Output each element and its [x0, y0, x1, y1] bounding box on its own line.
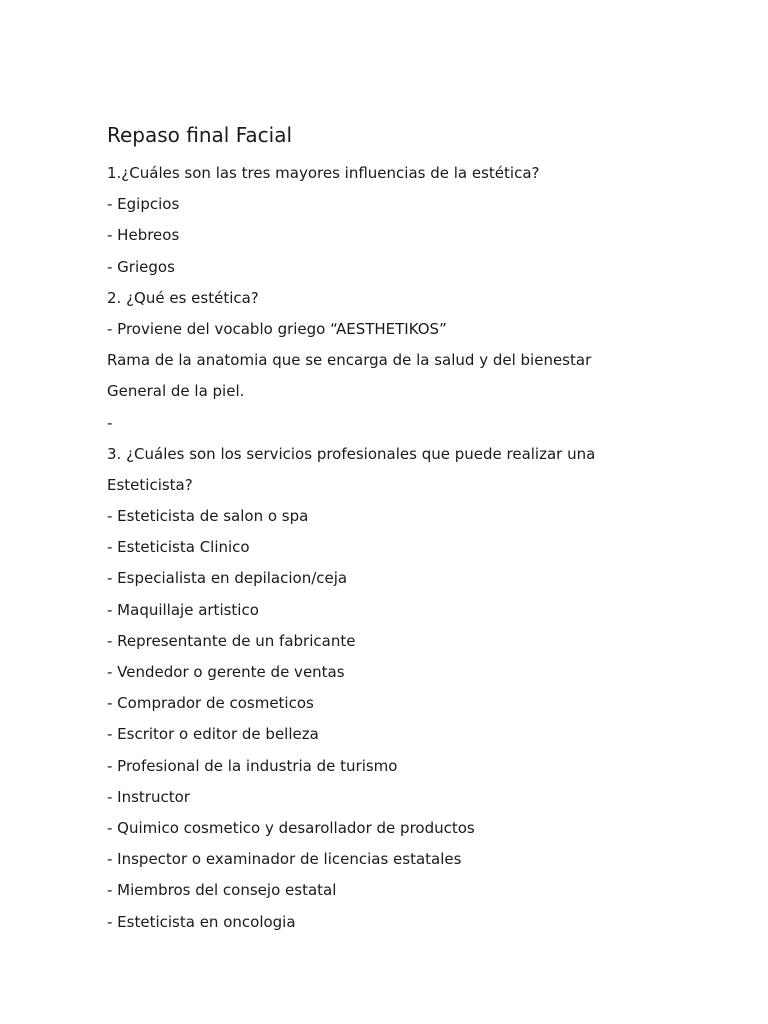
answer-line: - Esteticista de salon o spa	[107, 507, 309, 526]
answer-line: - Comprador de cosmeticos	[107, 694, 314, 713]
question-1: 1.¿Cuáles son las tres mayores influencias de la estética?	[107, 164, 540, 182]
answer-line: - Escritor o editor de belleza	[107, 725, 319, 744]
answer-line: -	[107, 413, 113, 432]
answer-line: - Representante de un fabricante	[107, 631, 356, 650]
question-3: 3. ¿Cuáles son los servicios profesionales que puede realizar una	[107, 444, 596, 463]
answer-line: Rama de la anatomia que se encarga de la salud y del bienestar	[107, 351, 592, 370]
answer-line: - Egipcios	[107, 195, 180, 214]
answer-line: - Esteticista en oncologia	[107, 912, 296, 931]
answer-line: - Maquillaje artistico	[107, 600, 259, 619]
document-body	[107, 158, 727, 938]
answer-line: - Griegos	[107, 257, 175, 276]
answer-line: - Proviene del vocablo griego “AESTHETIKOS”	[107, 319, 447, 338]
answer-line: - Quimico cosmetico y desarollador de productos	[107, 818, 475, 837]
question-3-continued: Esteticista?	[107, 475, 193, 494]
answer-line: - Vendedor o gerente de ventas	[107, 663, 345, 681]
answer-line: General de la piel.	[107, 382, 245, 401]
answer-line: - Miembros del consejo estatal	[107, 881, 337, 900]
answer-line: - Especialista en depilacion/ceja	[107, 569, 348, 588]
document-title: Repaso final Facial	[107, 123, 292, 147]
answer-line: - Instructor	[107, 787, 190, 806]
answer-line: - Profesional de la industria de turismo	[107, 756, 398, 775]
answer-line: - Esteticista Clinico	[107, 538, 250, 557]
question-2: 2. ¿Qué es estética?	[107, 288, 259, 307]
answer-line: - Hebreos	[107, 226, 180, 245]
answer-line: - Inspector o examinador de licencias estatales	[107, 850, 462, 869]
